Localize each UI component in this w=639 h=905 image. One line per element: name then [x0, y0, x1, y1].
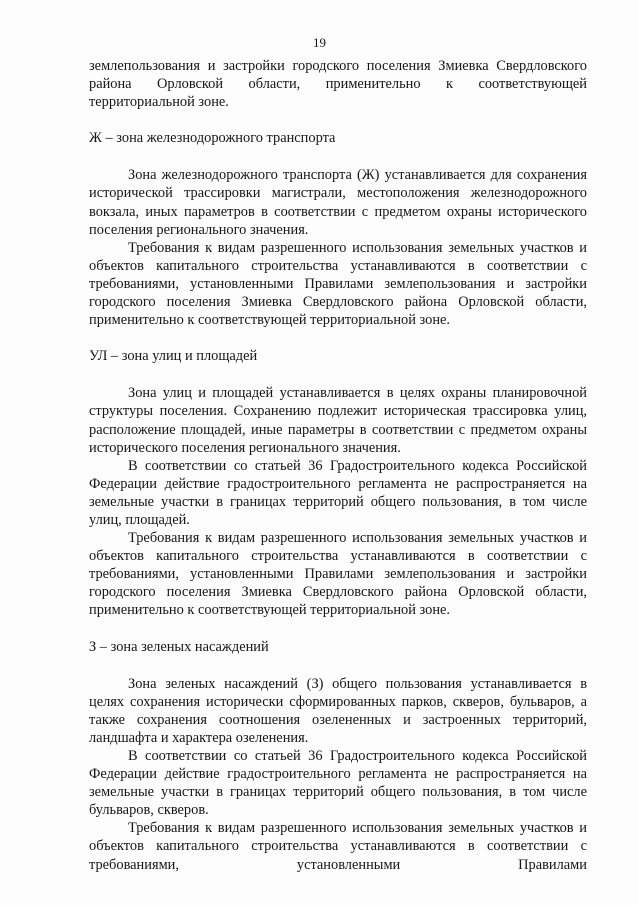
- paragraph: Зона зеленых насаждений (З) общего пользования устанавливается в целях сохранения исторически сформированных парков, скверов, бульваров, а также сохранения соотношения озелененных и застроенных территорий, ландшафта и характера озеленения.: [89, 675, 587, 746]
- paragraph: Требования к видам разрешенного использования земельных участков и объектов капитального строительства устанавливаются в соответствии с требованиями, установленными Правилами землепользования и застройки городского поселения Змиевка Свердловского района Орловской области, применительно к соответствующей территориальной зоне.: [89, 530, 587, 619]
- paragraph: Требования к видам разрешенного использования земельных участков и объектов капитального строительства устанавливаются в соответствии с требованиями, установленными Правилами: [89, 820, 587, 873]
- section-heading: Ж – зона железнодорожного транспорта: [89, 130, 336, 147]
- page-number: 19: [313, 35, 326, 50]
- paragraph: землепользования и застройки городского поселения Змиевка Свердловского района Орловской области, применительно к соответствующей территориальной зоне.: [89, 58, 587, 111]
- section-heading: УЛ – зона улиц и площадей: [89, 348, 258, 365]
- section-heading: З – зона зеленых насаждений: [89, 638, 269, 655]
- paragraph: Требования к видам разрешенного использования земельных участков и объектов капитального строительства устанавливаются в соответствии с требованиями, установленными Правилами землепользования и застройки городского поселения Змиевка Свердловского района Орловской области, применительно к соответствующей территориальной зоне.: [89, 239, 587, 329]
- paragraph: В соответствии со статьей 36 Градостроительного кодекса Российской Федерации действие градостроительного регламента не распространяется на земельные участки в границах территорий общего пользования, в том числе улиц, площадей.: [89, 457, 587, 528]
- paragraph: В соответствии со статьей 36 Градостроительного кодекса Российской Федерации действие градостроительного регламента не распространяется на земельные участки в границах территорий общего пользования, в том числе бульваров, скверов.: [89, 748, 587, 819]
- paragraph: Зона улиц и площадей устанавливается в целях охраны планировочной структуры поселения. Сохранению подлежит историческая трассировка улиц, расположение площадей, иные параметры в соответствии с предметом охраны исторического поселения регионального значения.: [89, 385, 587, 456]
- paragraph: Зона железнодорожного транспорта (Ж) устанавливается для сохранения исторической трассировки магистрали, местоположения железнодорожного вокзала, иных параметров в соответствии с предметом охраны исторического поселения регионального значения.: [89, 167, 587, 238]
- document-body: [89, 57, 587, 874]
